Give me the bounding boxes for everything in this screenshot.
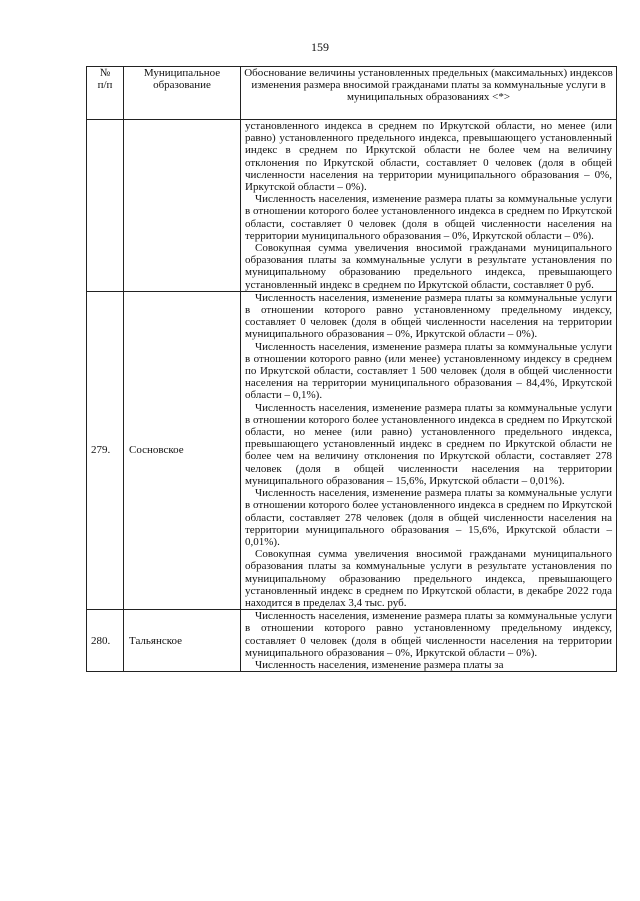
- row-municipality-cell: [124, 120, 241, 292]
- row-paragraph: установленного индекса в среднем по Иркутской области, но менее (или равно) установленного предельного индекса, превышающего установленный индекс в среднем по Иркутской области не более чем на величину отклонения по Иркутской области, составляет 0 человек (доля в общей численности населения на территории муниципального образования – 0%, Иркутской области – 0%).: [245, 120, 612, 194]
- header-municipality: [124, 67, 241, 120]
- row-number-cell: [87, 291, 124, 609]
- row-text-cell: [241, 610, 617, 672]
- header-number-line2: п/п: [97, 79, 113, 91]
- row-paragraph: Численность населения, изменение размера платы за коммунальные услуги в отношении которого более установленного индекса в среднем по Иркутской области, составляет 0 человек (доля в общей численности населения на территории муниципального образования – 0%, Иркутской области – 0%).: [245, 193, 612, 242]
- row-paragraph: Численность населения, изменение размера платы за коммунальные услуги в отношении которого равно (или менее) установленному индексу в среднем по Иркутской области, составляет 1 500 человек (доля в общей численности населения на территории муниципального образования – 84,4%, Иркутской области – 0,1%).: [245, 340, 612, 402]
- row-number: 279.: [91, 444, 111, 457]
- row-paragraph: Численность населения, изменение размера платы за коммунальные услуги в отношении которого более установленного индекса в среднем по Иркутской области, но менее (или равно) установленного предельного индекса, превышающего установленный индекс в среднем по Иркутской области не более чем на величину отклонения по Иркутской области, составляет 278 человек (доля в общей численности населения на территории муниципального образования – 15,6%, Иркутской области – 0,01%).: [245, 401, 612, 487]
- row-paragraph: Численность населения, изменение размера платы за коммунальные услуги в отношении которого равно установленному предельному индексу, составляет 0 человек (доля в общей численности населения на территории муниципального образования – 0%, Иркутской области – 0%).: [245, 610, 612, 659]
- header-municipality-line1: Муниципальное: [143, 67, 221, 79]
- header-justification: [241, 67, 617, 120]
- municipal-index-table: [86, 66, 617, 672]
- header-number-line1: №: [99, 67, 111, 79]
- row-municipality: Сосновское: [129, 444, 184, 457]
- row-municipality: Тальянское: [129, 634, 183, 647]
- page-number: 159: [311, 40, 329, 54]
- row-text-cell: [241, 291, 617, 609]
- row-paragraph: Совокупная сумма увеличения вносимой гражданами муниципального образования платы за коммунальные услуги в результате установления по муниципальному образованию предельного индекса, превышающего установленный индекс в среднем по Иркутской области, в декабре 2022 года находится в пределах 3,4 тыс. руб.: [245, 548, 612, 609]
- row-number-cell: [87, 120, 124, 292]
- row-text-cell: [241, 120, 617, 292]
- row-number: 280.: [91, 634, 111, 647]
- header-justification-text: Обоснование величины установленных предельных (максимальных) индексов изменения размера вносимой гражданами платы за коммунальные услуги в муниципальных образованиях <*>: [244, 67, 613, 103]
- header-number: [87, 67, 124, 120]
- row-paragraph: Численность населения, изменение размера платы за: [255, 658, 504, 671]
- table-header-row: [87, 67, 617, 120]
- row-paragraph: Численность населения, изменение размера платы за коммунальные услуги в отношении которого более установленного индекса в среднем по Иркутской области, составляет 278 человек (доля в общей численности населения на территории муниципального образования – 15,6%, Иркутской области – 0,01%).: [245, 487, 612, 548]
- row-number-cell: [87, 610, 124, 672]
- header-municipality-line2: образование: [153, 79, 211, 91]
- table-row: [87, 291, 617, 609]
- table-row: [87, 610, 617, 672]
- row-municipality-cell: [124, 610, 241, 672]
- row-municipality-cell: [124, 291, 241, 609]
- table-row: [87, 120, 617, 292]
- row-paragraph: Численность населения, изменение размера платы за коммунальные услуги в отношении которого равно установленному предельному индексу, составляет 0 человек (доля в общей численности населения на территории муниципального образования – 0%, Иркутской области – 0%).: [245, 291, 612, 341]
- row-paragraph: Совокупная сумма увеличения вносимой гражданами муниципального образования платы за коммунальные услуги в результате установления по муниципальному образованию предельного индекса, превышающего установленный индекс в среднем по Иркутской области, составляет 0 руб.: [245, 242, 612, 291]
